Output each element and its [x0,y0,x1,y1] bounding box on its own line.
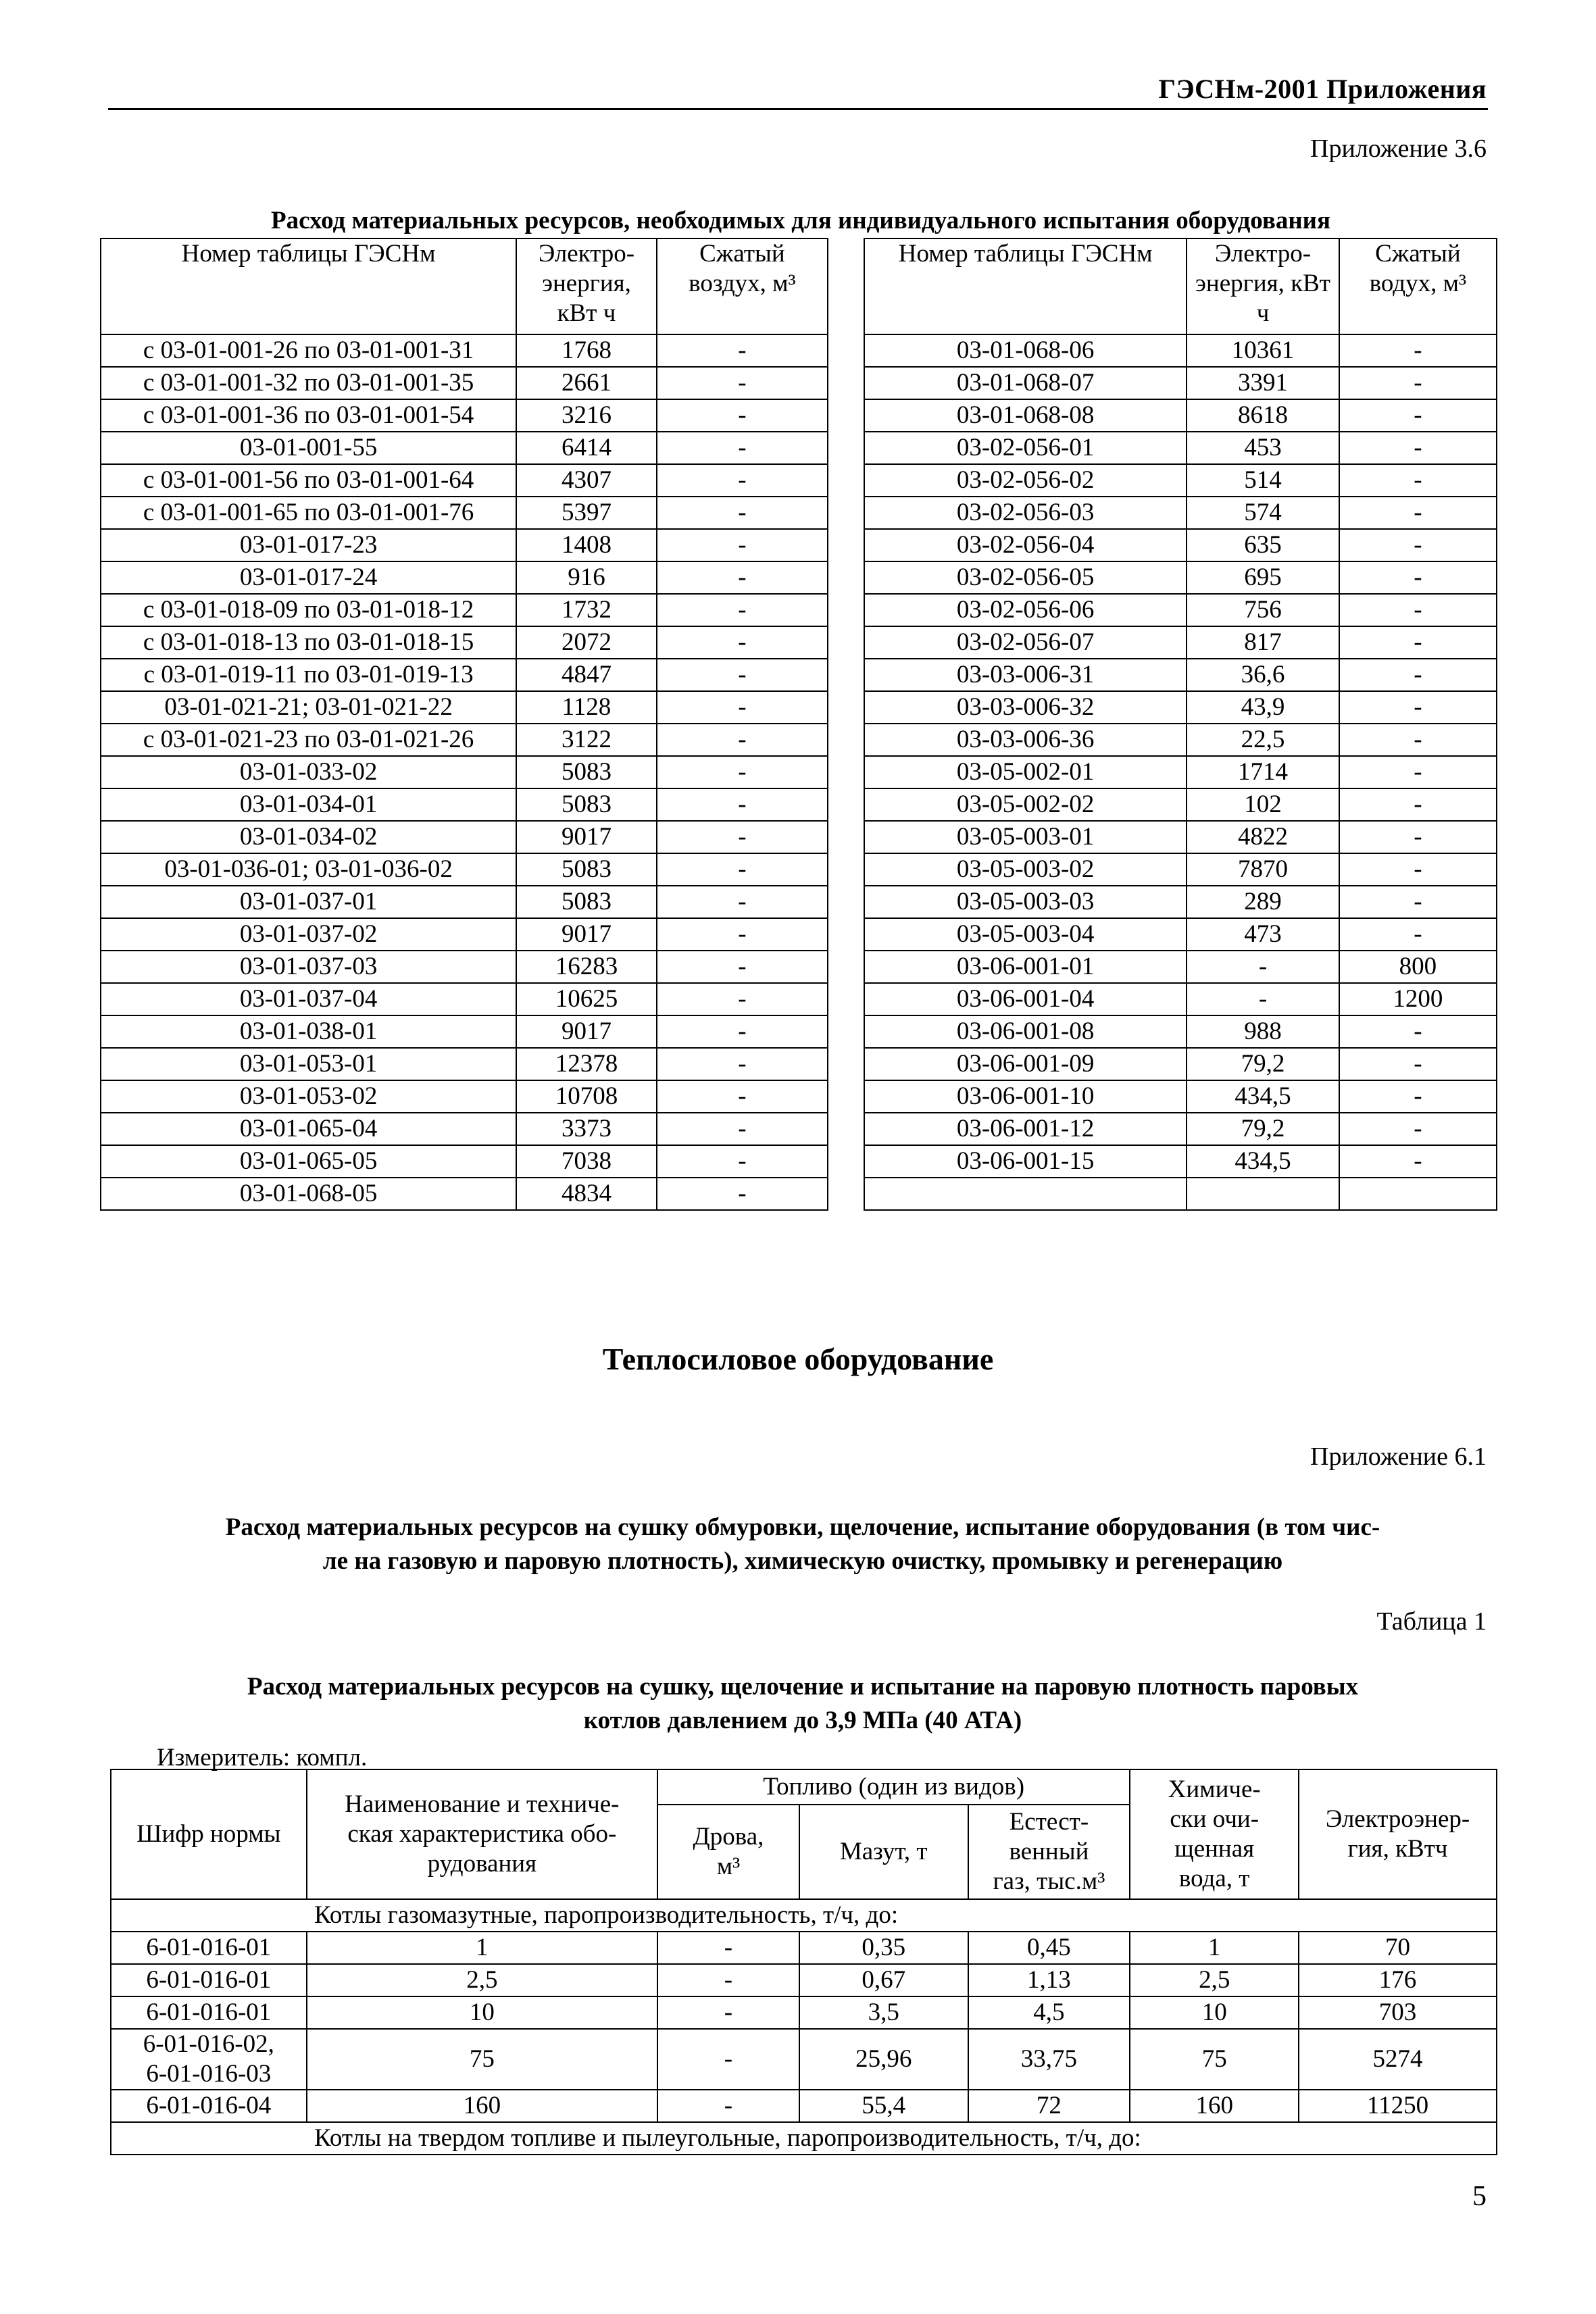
table-row [101,821,828,853]
cell-compressed-air: - [1339,594,1497,626]
cell-electricity: 473 [1187,918,1339,951]
cell-capacity: 2,5 [307,1964,657,1996]
cell-compressed-air: - [1339,367,1497,399]
cell-electricity: 16283 [516,951,657,983]
table-row [111,1964,1497,1996]
cell-electricity: - [1187,983,1339,1015]
table-row [864,399,1497,432]
cell-electricity: 3216 [516,399,657,432]
cell-electricity: 7038 [516,1145,657,1178]
cell-table-number: с 03-01-019-11 по 03-01-019-13 [101,659,516,691]
cell-electricity: 5083 [516,886,657,918]
cell-compressed-air: - [1339,1015,1497,1048]
group-label-gas-oil: Котлы газомазутные, паропроизводительность, т/ч, до: [111,1899,1497,1932]
cell-compressed-air: - [1339,691,1497,724]
table-row [111,1996,1497,2029]
cell-table-number: 03-06-001-04 [864,983,1187,1015]
table-3-6-right [864,238,1497,1211]
cell-electricity: 4307 [516,464,657,497]
header-fuel-oil: Мазут, т [799,1805,968,1899]
header-fuel: Топливо (один из видов) [657,1769,1130,1805]
cell-fuel-oil: 55,4 [799,2090,968,2122]
table-row [864,432,1497,464]
table-row [101,594,828,626]
cell-compressed-air: - [657,886,828,918]
cell-electricity: 2661 [516,367,657,399]
cell-power: 176 [1299,1964,1497,1996]
table-row [101,853,828,886]
table-row [101,399,828,432]
table-row [864,334,1497,367]
cell-table-number: 03-01-038-01 [101,1015,516,1048]
table-row [101,724,828,756]
cell-power: 11250 [1299,2090,1497,2122]
table-row [101,464,828,497]
cell-table-number: 03-02-056-07 [864,626,1187,659]
cell-electricity: 4847 [516,659,657,691]
table-row [101,497,828,529]
cell-compressed-air: - [1339,756,1497,788]
cell-electricity: 5083 [516,788,657,821]
cell-compressed-air: - [657,756,828,788]
cell-table-number: 03-05-003-03 [864,886,1187,918]
table-row [101,788,828,821]
cell-compressed-air: - [657,497,828,529]
cell-electricity: 9017 [516,918,657,951]
table-row [864,691,1497,724]
cell-fuel-oil: 25,96 [799,2029,968,2090]
appendix-3-6-label: Приложение 3.6 [1310,134,1487,163]
cell-electricity: 10708 [516,1080,657,1113]
cell-compressed-air: - [657,1113,828,1145]
cell-electricity: 10361 [1187,334,1339,367]
cell-compressed-air: - [657,691,828,724]
table-row [101,756,828,788]
cell-electricity: 5397 [516,497,657,529]
header-power: Электроэнер- гия, кВтч [1299,1769,1497,1899]
cell-electricity: 514 [1187,464,1339,497]
cell-compressed-air: - [657,724,828,756]
cell-compressed-air: - [1339,561,1497,594]
cell-electricity: 1732 [516,594,657,626]
cell-electricity: 102 [1187,788,1339,821]
cell-electricity: 79,2 [1187,1048,1339,1080]
cell-capacity: 75 [307,2029,657,2090]
cell-electricity: 3373 [516,1113,657,1145]
cell-table-number: с 03-01-018-13 по 03-01-018-15 [101,626,516,659]
running-header: ГЭСНм-2001 Приложения [1158,74,1487,104]
col-header-table-number: Номер таблицы ГЭСНм [864,238,1187,334]
cell-table-number: 03-02-056-05 [864,561,1187,594]
cell-water: 2,5 [1130,1964,1299,1996]
cell-table-number [864,1178,1187,1210]
cell-code: 6-01-016-01 [111,1964,307,1996]
cell-table-number: 03-06-001-09 [864,1048,1187,1080]
cell-wood: - [657,1996,799,2029]
table-row [864,626,1497,659]
cell-table-number: 03-02-056-02 [864,464,1187,497]
cell-table-number: 03-05-003-02 [864,853,1187,886]
table-row [864,724,1497,756]
cell-table-number: 03-06-001-12 [864,1113,1187,1145]
table-1-title-line-1: Расход материальных ресурсов на сушку, щелочение и испытание на паровую плотность паровых [247,1673,1359,1701]
table-row [864,1048,1497,1080]
table-row [864,594,1497,626]
table-row [101,983,828,1015]
table-row [101,334,828,367]
cell-table-number: 03-01-053-02 [101,1080,516,1113]
table-row [864,853,1497,886]
cell-table-number: 03-01-036-01; 03-01-036-02 [101,853,516,886]
cell-table-number: 03-01-034-01 [101,788,516,821]
cell-table-number: 03-01-037-02 [101,918,516,951]
cell-gas: 72 [968,2090,1130,2122]
cell-electricity: 3122 [516,724,657,756]
cell-compressed-air: - [1339,1113,1497,1145]
table-row [101,886,828,918]
table-row [101,918,828,951]
header-wood: Дрова, м³ [657,1805,799,1899]
cell-electricity: 5083 [516,853,657,886]
table-row [864,983,1497,1015]
cell-table-number: 03-05-003-01 [864,821,1187,853]
table-row [864,886,1497,918]
cell-table-number: 03-01-037-04 [101,983,516,1015]
table-row [864,367,1497,399]
table-row [864,1178,1497,1210]
table-row [864,464,1497,497]
cell-table-number: 03-01-068-07 [864,367,1187,399]
cell-electricity: 43,9 [1187,691,1339,724]
cell-water: 75 [1130,2029,1299,2090]
cell-table-number: 03-01-033-02 [101,756,516,788]
section-heading: Теплосиловое оборудование [602,1342,994,1376]
cell-compressed-air: - [1339,1145,1497,1178]
cell-table-number: 03-02-056-03 [864,497,1187,529]
cell-table-number: 03-01-065-05 [101,1145,516,1178]
cell-compressed-air: - [1339,497,1497,529]
cell-table-number: 03-05-003-04 [864,918,1187,951]
table-row [864,1145,1497,1178]
cell-electricity: 453 [1187,432,1339,464]
cell-electricity: 434,5 [1187,1145,1339,1178]
cell-table-number: 03-06-001-10 [864,1080,1187,1113]
table-row [864,1080,1497,1113]
table-row [864,529,1497,561]
cell-compressed-air: - [657,529,828,561]
cell-table-number: 03-06-001-08 [864,1015,1187,1048]
cell-fuel-oil: 0,35 [799,1932,968,1964]
header-water: Химиче- ски очи- щенная вода, т [1130,1769,1299,1899]
cell-electricity: 4834 [516,1178,657,1210]
cell-electricity: 1128 [516,691,657,724]
table-row [101,659,828,691]
cell-gas: 33,75 [968,2029,1130,2090]
cell-compressed-air: - [657,1145,828,1178]
cell-compressed-air: - [1339,788,1497,821]
cell-electricity: 36,6 [1187,659,1339,691]
cell-compressed-air: - [657,1048,828,1080]
cell-table-number: 03-01-037-01 [101,886,516,918]
cell-compressed-air: - [657,853,828,886]
cell-electricity: 434,5 [1187,1080,1339,1113]
cell-fuel-oil: 3,5 [799,1996,968,2029]
cell-electricity: 3391 [1187,367,1339,399]
cell-electricity: - [1187,951,1339,983]
cell-table-number: 03-03-006-31 [864,659,1187,691]
cell-fuel-oil: 0,67 [799,1964,968,1996]
cell-table-number: 03-03-006-36 [864,724,1187,756]
appendix-6-1-label: Приложение 6.1 [1310,1442,1487,1471]
cell-table-number: 03-01-053-01 [101,1048,516,1080]
cell-electricity: 12378 [516,1048,657,1080]
cell-compressed-air: - [657,659,828,691]
cell-table-number: 03-01-068-06 [864,334,1187,367]
cell-electricity: 4822 [1187,821,1339,853]
cell-table-number: 03-05-002-01 [864,756,1187,788]
cell-water: 160 [1130,2090,1299,2122]
cell-compressed-air: - [657,464,828,497]
table-row [864,821,1497,853]
table-row [864,659,1497,691]
cell-table-number: 03-01-068-08 [864,399,1187,432]
appendix-6-1-title-line-2: ле на газовую и паровую плотность), химическую очистку, промывку и регенерацию [322,1547,1283,1575]
table-row [101,1145,828,1178]
table-1 [110,1769,1497,2155]
cell-table-number: 03-06-001-15 [864,1145,1187,1178]
cell-compressed-air: - [1339,918,1497,951]
cell-electricity: 6414 [516,432,657,464]
cell-compressed-air: - [657,1015,828,1048]
cell-table-number: с 03-01-001-32 по 03-01-001-35 [101,367,516,399]
cell-compressed-air: 1200 [1339,983,1497,1015]
cell-water: 1 [1130,1932,1299,1964]
cell-electricity: 756 [1187,594,1339,626]
cell-wood: - [657,1932,799,1964]
cell-compressed-air: - [657,594,828,626]
cell-table-number: 03-02-056-01 [864,432,1187,464]
table-row [864,756,1497,788]
table-row [101,951,828,983]
cell-table-number: 03-01-001-55 [101,432,516,464]
cell-electricity: 574 [1187,497,1339,529]
table-row [864,497,1497,529]
cell-compressed-air: - [657,432,828,464]
cell-table-number: 03-01-034-02 [101,821,516,853]
cell-electricity: 2072 [516,626,657,659]
page-number: 5 [1472,2181,1487,2212]
table-row [101,1080,828,1113]
cell-electricity: 695 [1187,561,1339,594]
cell-table-number: с 03-01-001-56 по 03-01-001-64 [101,464,516,497]
table-row [864,1113,1497,1145]
measure-unit: Измеритель: компл. [157,1744,368,1771]
table-row [101,1015,828,1048]
cell-compressed-air: - [657,951,828,983]
cell-electricity: 9017 [516,821,657,853]
table-row [864,918,1497,951]
table-row [864,1015,1497,1048]
cell-compressed-air: - [1339,886,1497,918]
cell-table-number: с 03-01-001-36 по 03-01-001-54 [101,399,516,432]
cell-electricity: 1408 [516,529,657,561]
header-name: Наименование и техниче- ская характеристика обо- рудования [307,1769,657,1899]
cell-table-number: 03-01-068-05 [101,1178,516,1210]
table-row [864,788,1497,821]
table-3-6-left [100,238,828,1211]
cell-compressed-air: - [657,918,828,951]
cell-compressed-air: 800 [1339,951,1497,983]
cell-electricity: 1714 [1187,756,1339,788]
cell-electricity [1187,1178,1339,1210]
cell-water: 10 [1130,1996,1299,2029]
cell-electricity: 916 [516,561,657,594]
cell-table-number: 03-05-002-02 [864,788,1187,821]
cell-capacity: 1 [307,1932,657,1964]
cell-compressed-air: - [657,983,828,1015]
cell-electricity: 5083 [516,756,657,788]
cell-table-number: 03-01-017-24 [101,561,516,594]
cell-electricity: 817 [1187,626,1339,659]
cell-code: 6-01-016-01 [111,1932,307,1964]
cell-electricity: 79,2 [1187,1113,1339,1145]
cell-code: 6-01-016-01 [111,1996,307,2029]
table-row [864,951,1497,983]
cell-compressed-air: - [657,399,828,432]
table-row [101,1178,828,1210]
cell-table-number: 03-03-006-32 [864,691,1187,724]
cell-gas: 4,5 [968,1996,1130,2029]
cell-table-number: 03-06-001-01 [864,951,1187,983]
cell-electricity: 1768 [516,334,657,367]
group-label-solid-fuel: Котлы на твердом топливе и пылеугольные, паропроизводительность, т/ч, до: [111,2122,1497,2155]
table-row [111,2029,1497,2090]
cell-electricity: 635 [1187,529,1339,561]
cell-electricity: 22,5 [1187,724,1339,756]
cell-electricity: 9017 [516,1015,657,1048]
col-header-table-number: Номер таблицы ГЭСНм [101,238,516,334]
cell-electricity: 289 [1187,886,1339,918]
cell-wood: - [657,2090,799,2122]
cell-compressed-air: - [1339,626,1497,659]
cell-electricity: 10625 [516,983,657,1015]
cell-table-number: с 03-01-021-23 по 03-01-021-26 [101,724,516,756]
table-1-title-line-2: котлов давлением до 3,9 МПа (40 АТА) [583,1707,1022,1734]
table-row [101,367,828,399]
table-row [864,561,1497,594]
cell-capacity: 160 [307,2090,657,2122]
cell-power: 70 [1299,1932,1497,1964]
cell-table-number: 03-01-065-04 [101,1113,516,1145]
cell-compressed-air: - [1339,432,1497,464]
cell-compressed-air: - [657,1080,828,1113]
table-row [101,626,828,659]
table-row [101,1113,828,1145]
cell-capacity: 10 [307,1996,657,2029]
cell-power: 703 [1299,1996,1497,2029]
col-header-electricity: Электро-энергия, кВт ч [1187,238,1339,334]
appendix-6-1-title-line-1: Расход материальных ресурсов на сушку обмуровки, щелочение, испытание оборудования (в том чис- [225,1513,1380,1541]
cell-compressed-air: - [657,788,828,821]
cell-gas: 1,13 [968,1964,1130,1996]
cell-compressed-air: - [1339,334,1497,367]
cell-table-number: 03-01-037-03 [101,951,516,983]
cell-compressed-air: - [1339,1048,1497,1080]
cell-table-number: с 03-01-001-26 по 03-01-001-31 [101,334,516,367]
table-row [101,1048,828,1080]
col-header-compressed-air: Сжатый водух, м³ [1339,238,1497,334]
cell-compressed-air: - [1339,659,1497,691]
table-row [101,691,828,724]
cell-compressed-air: - [1339,464,1497,497]
table-row [101,432,828,464]
appendix-3-6-title: Расход материальных ресурсов, необходимых для индивидуального испытания оборудования [270,207,1331,234]
cell-code: 6-01-016-04 [111,2090,307,2122]
cell-electricity: 8618 [1187,399,1339,432]
cell-table-number: с 03-01-018-09 по 03-01-018-12 [101,594,516,626]
cell-table-number: с 03-01-001-65 по 03-01-001-76 [101,497,516,529]
cell-table-number: 03-01-021-21; 03-01-021-22 [101,691,516,724]
header-gas: Естест- венный газ, тыс.м³ [968,1805,1130,1899]
cell-compressed-air: - [657,334,828,367]
cell-compressed-air: - [657,367,828,399]
cell-electricity: 7870 [1187,853,1339,886]
cell-gas: 0,45 [968,1932,1130,1964]
table-row [101,561,828,594]
cell-table-number: 03-02-056-04 [864,529,1187,561]
cell-compressed-air: - [657,821,828,853]
cell-compressed-air: - [657,1178,828,1210]
cell-code: 6-01-016-02, 6-01-016-03 [111,2029,307,2090]
table-row [111,1932,1497,1964]
cell-compressed-air: - [1339,1080,1497,1113]
cell-compressed-air: - [1339,399,1497,432]
col-header-electricity: Электро-энергия, кВт ч [516,238,657,334]
cell-compressed-air: - [1339,853,1497,886]
cell-table-number: 03-01-017-23 [101,529,516,561]
cell-table-number: 03-02-056-06 [864,594,1187,626]
col-header-compressed-air: Сжатый воздух, м³ [657,238,828,334]
cell-compressed-air: - [1339,529,1497,561]
table-1-label: Таблица 1 [1376,1607,1487,1636]
table-row [111,2090,1497,2122]
cell-compressed-air: - [657,561,828,594]
header-code: Шифр нормы [111,1769,307,1899]
table-row [101,529,828,561]
cell-wood: - [657,2029,799,2090]
header-rule [108,108,1488,110]
cell-electricity: 988 [1187,1015,1339,1048]
cell-compressed-air: - [1339,724,1497,756]
cell-wood: - [657,1964,799,1996]
cell-compressed-air: - [657,626,828,659]
cell-power: 5274 [1299,2029,1497,2090]
cell-compressed-air [1339,1178,1497,1210]
cell-compressed-air: - [1339,821,1497,853]
